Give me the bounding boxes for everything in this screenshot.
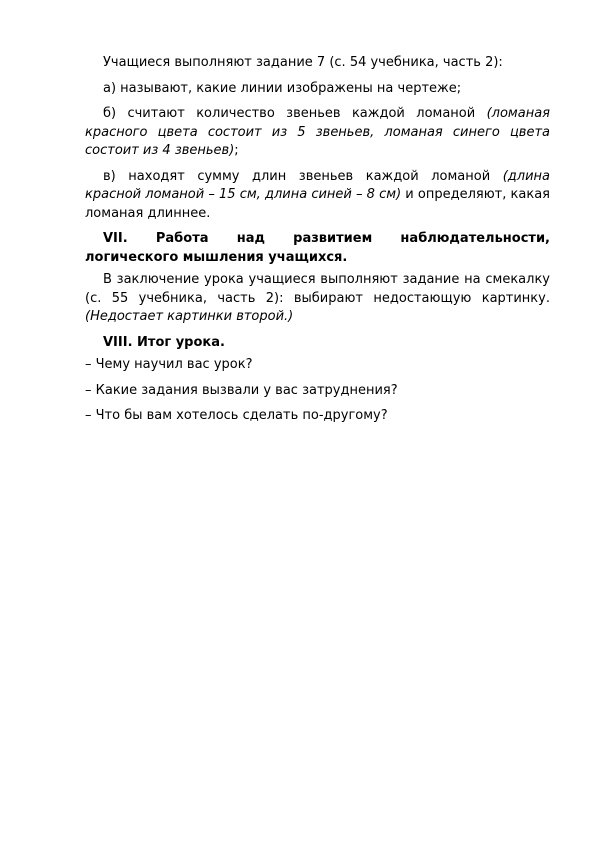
item-c-paragraph <box>85 168 550 224</box>
item-b-end: ; <box>234 143 239 158</box>
item-c-text: в) находят сумму длин звеньев каждой ломаной <box>103 168 503 184</box>
question-2: – Какие задания вызвали у вас затруднения? <box>85 382 398 398</box>
intro-paragraph: Учащиеся выполняют задание 7 (с. 54 учебника, часть 2): <box>103 55 503 70</box>
section-7-heading: VII. Работа над развитием наблюдательности, логического мышления учащихся. <box>85 231 550 265</box>
section-8-heading: VIII. Итог урока. <box>103 334 225 350</box>
section-7-italic-note: (Недостает картинки второй.) <box>85 309 294 324</box>
item-c-end: и определяют, какая ломаная длиннее. <box>85 187 550 221</box>
question-1: – Чему научил вас урок? <box>85 357 253 372</box>
section-7-text: В заключение урока учащиеся выполняют задание на смекалку (с. 55 учебника, часть 2): выбирают недостающую картинку. <box>85 272 550 306</box>
item-a-paragraph: а) называют, какие линии изображены на чертеже; <box>103 80 462 96</box>
item-c-italic-note: (длина красной ломаной – 15 см, длина синей – 8 см) <box>85 168 550 202</box>
question-3: – Что бы вам хотелось сделать по-другому? <box>85 408 388 423</box>
item-b-paragraph <box>85 105 550 161</box>
item-b-italic-note: (ломаная красного цвета состоит из 5 звеньев, ломаная синего цвета состоит из 4 звеньев) <box>85 106 550 158</box>
item-b-text: б) считают количество звеньев каждой ломаной <box>103 106 487 121</box>
section-7-paragraph <box>85 271 550 327</box>
document-page <box>85 54 550 426</box>
